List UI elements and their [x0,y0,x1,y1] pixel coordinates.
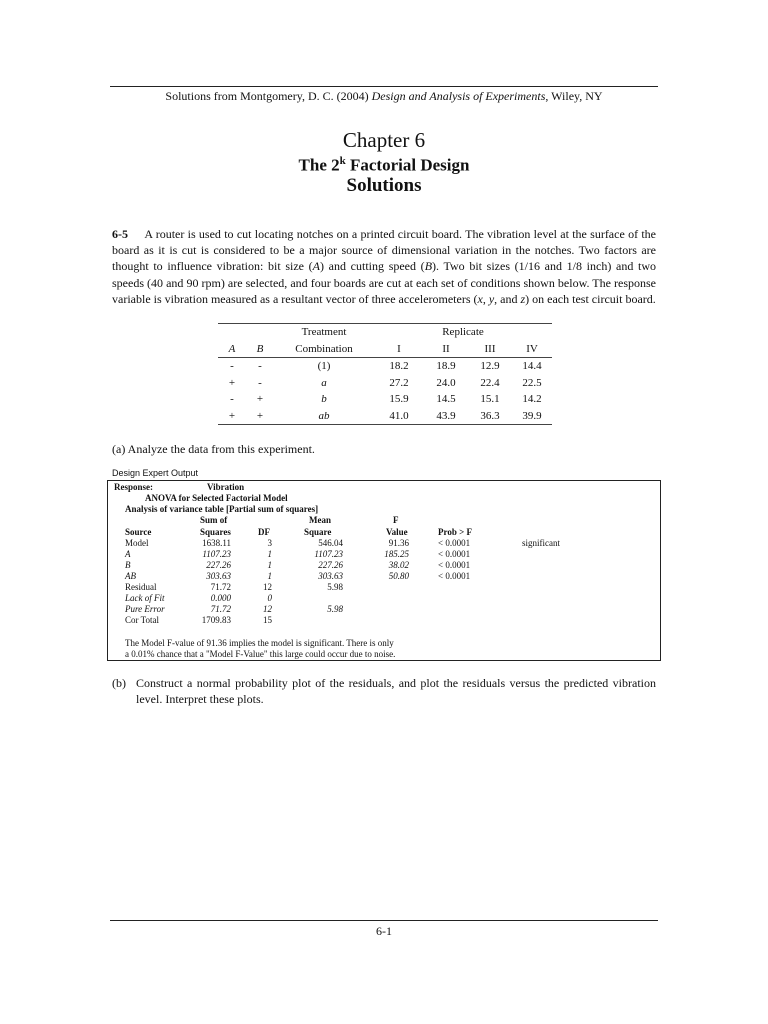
h-mean: Mean [309,515,331,525]
cell-a: + [228,376,236,389]
h-squares: Squares [200,527,231,537]
header-rule [110,86,658,87]
anova-ms: 1107.23 [314,549,343,559]
anova-ss: 1638.11 [202,538,231,548]
h-square: Square [304,527,332,537]
problem-text-1: A router is used to cut locating notches on a printed circuit board. The vibration level at the surface of the board as it is cut is considered to be a major source of dimensional variation in the notches. Two factors are thought to influence vibration: bit size ( [112,227,657,274]
anova-note: significant [522,538,560,548]
problem-text-3: ). Two bit sizes (1/16 and 1/8 inch) and two speeds (40 and 90 rpm) are selected, and four boards are cut at each set of conditions shown below. The response variable is vibration measured as a resultant vector of three accelerometers ( [112,259,657,306]
sep-2: , and [494,291,521,306]
th-replicate: Replicate [374,324,552,341]
anova-ms: 303.63 [318,571,343,581]
cell-value: 39.9 [512,408,552,425]
th-empty [218,324,246,341]
anova-note-1: The Model F-value of 91.36 implies the model is significant. There is only [125,638,394,648]
cell-value: 18.9 [436,360,456,373]
anova-ms: 227.26 [318,560,343,570]
h-value: Value [386,527,408,537]
anova-ss: 71.72 [210,582,231,592]
var-y: y [488,291,495,306]
anova-f: 185.25 [384,549,409,559]
cell-value: 12.9 [480,360,500,373]
anova-source: Residual [125,582,157,592]
subtitle-post: Factorial Design [345,155,470,175]
anova-source: B [125,560,131,570]
solutions-heading: Solutions [346,175,422,196]
anova-f: 50.80 [388,571,409,581]
problem-statement [112,226,656,307]
cell-value: 14.2 [522,393,542,406]
table-row [218,375,552,392]
table-row [218,391,552,408]
anova-df: 0 [267,593,272,603]
response-label: Response: [114,482,154,492]
chapter-subtitle [110,155,658,176]
th-rep-2: II [424,341,468,358]
th-rep-4: IV [512,341,552,358]
sep-1: , [482,291,489,306]
anova-ss: 1709.83 [201,615,231,625]
cell-a: - [230,393,234,406]
cell-value: 36.3 [468,408,512,425]
subtitle-sup: k [339,155,346,167]
anova-df: 1 [267,549,272,559]
h-sum-of: Sum of [200,515,228,525]
th-treatment: Treatment [274,324,374,341]
cell-value: 43.9 [424,408,468,425]
anova-source: Lack of Fit [125,593,165,603]
cell-combo: a [321,376,327,389]
var-x: x [477,291,483,306]
problem-text-2: ) and cutting speed ( [320,259,425,274]
cell-a: - [230,360,234,373]
cell-value: 27.2 [389,376,409,389]
h-source: Source [125,527,152,537]
anova-f: 91.36 [388,538,409,548]
th-a: A [218,341,246,358]
h-df: DF [258,527,270,537]
anova-source: AB [125,571,136,581]
anova-source: Model [125,538,149,548]
anova-ss: 303.63 [206,571,231,581]
anova-p: < 0.0001 [438,560,471,570]
cell-value: 41.0 [374,408,424,425]
cell-value: 15.1 [480,393,500,406]
th-rep-1: I [374,341,424,358]
cell-value: 14.5 [436,393,456,406]
anova-f: 38.02 [388,560,409,570]
cell-value: 24.0 [436,376,456,389]
cell-b: - [258,360,262,373]
th-empty [246,324,274,341]
var-z: z [520,291,526,306]
problem-number: 6-5 [112,227,128,241]
cell-value: 22.4 [480,376,500,389]
page-number: 6-1 [376,924,392,938]
response-value: Vibration [207,482,245,492]
anova-note-2: a 0.01% chance that a "Model F-Value" this large could occur due to noise. [125,649,396,659]
question-a: (a) Analyze the data from this experiment. [112,442,315,456]
th-rep-3: III [468,341,512,358]
chapter-title: Chapter 6 [342,128,426,152]
anova-df: 1 [267,571,272,581]
question-b [112,676,656,707]
cell-combo: b [321,393,327,406]
table-row [218,358,552,375]
header-book-title: Design and Analysis of Experiments [371,89,546,103]
running-header [110,89,658,104]
anova-source: A [125,549,131,559]
cell-b: + [246,408,274,425]
anova-df: 12 [263,582,272,592]
anova-p: < 0.0001 [438,571,471,581]
experiment-data-table [218,323,552,425]
question-b-label: (b) [112,676,126,690]
cell-value: 15.9 [389,393,409,406]
var-a: A [312,259,321,274]
cell-value: 22.5 [522,376,542,389]
table-row [218,408,552,425]
subtitle-pre: The 2 [298,155,340,175]
anova-ms: 5.98 [327,582,343,592]
h-prob: Prob > F [438,527,472,537]
anova-subtitle: Analysis of variance table [Partial sum of squares] [125,504,319,514]
anova-output-box [107,480,661,661]
header-suffix: , Wiley, NY [545,89,603,103]
h-f: F [393,515,399,525]
cell-a: + [218,408,246,425]
anova-df: 15 [263,615,272,625]
footer-rule [110,920,658,921]
var-b: B [424,259,433,274]
anova-ss: 71.72 [210,604,231,614]
th-combination: Combination [274,341,374,358]
anova-df: 3 [267,538,272,548]
anova-ss: 0.000 [210,593,231,603]
anova-p: < 0.0001 [438,549,471,559]
anova-ss: 1107.23 [202,549,231,559]
anova-p: < 0.0001 [438,538,471,548]
problem-text-4: ) on each test circuit board. [525,291,656,306]
anova-ms: 5.98 [327,604,343,614]
cell-combo: ab [274,408,374,425]
cell-value: 18.2 [389,360,409,373]
question-b-text: Construct a normal probability plot of the residuals, and plot the residuals versus the predicted vibration level. Interpret these plots. [136,676,656,706]
anova-ms: 546.04 [318,538,343,548]
anova-title: ANOVA for Selected Factorial Model [145,493,288,503]
cell-value: 14.4 [522,360,542,373]
anova-source: Pure Error [125,604,165,614]
design-expert-label: Design Expert Output [112,468,199,478]
cell-b: - [258,376,262,389]
anova-df: 12 [263,604,272,614]
anova-ss: 227.26 [206,560,231,570]
th-b: B [246,341,274,358]
header-prefix: Solutions from Montgomery, D. C. (2004) [165,89,372,103]
cell-b: + [256,393,264,406]
cell-combo: (1) [317,360,331,373]
anova-df: 1 [267,560,272,570]
anova-source: Cor Total [125,615,159,625]
